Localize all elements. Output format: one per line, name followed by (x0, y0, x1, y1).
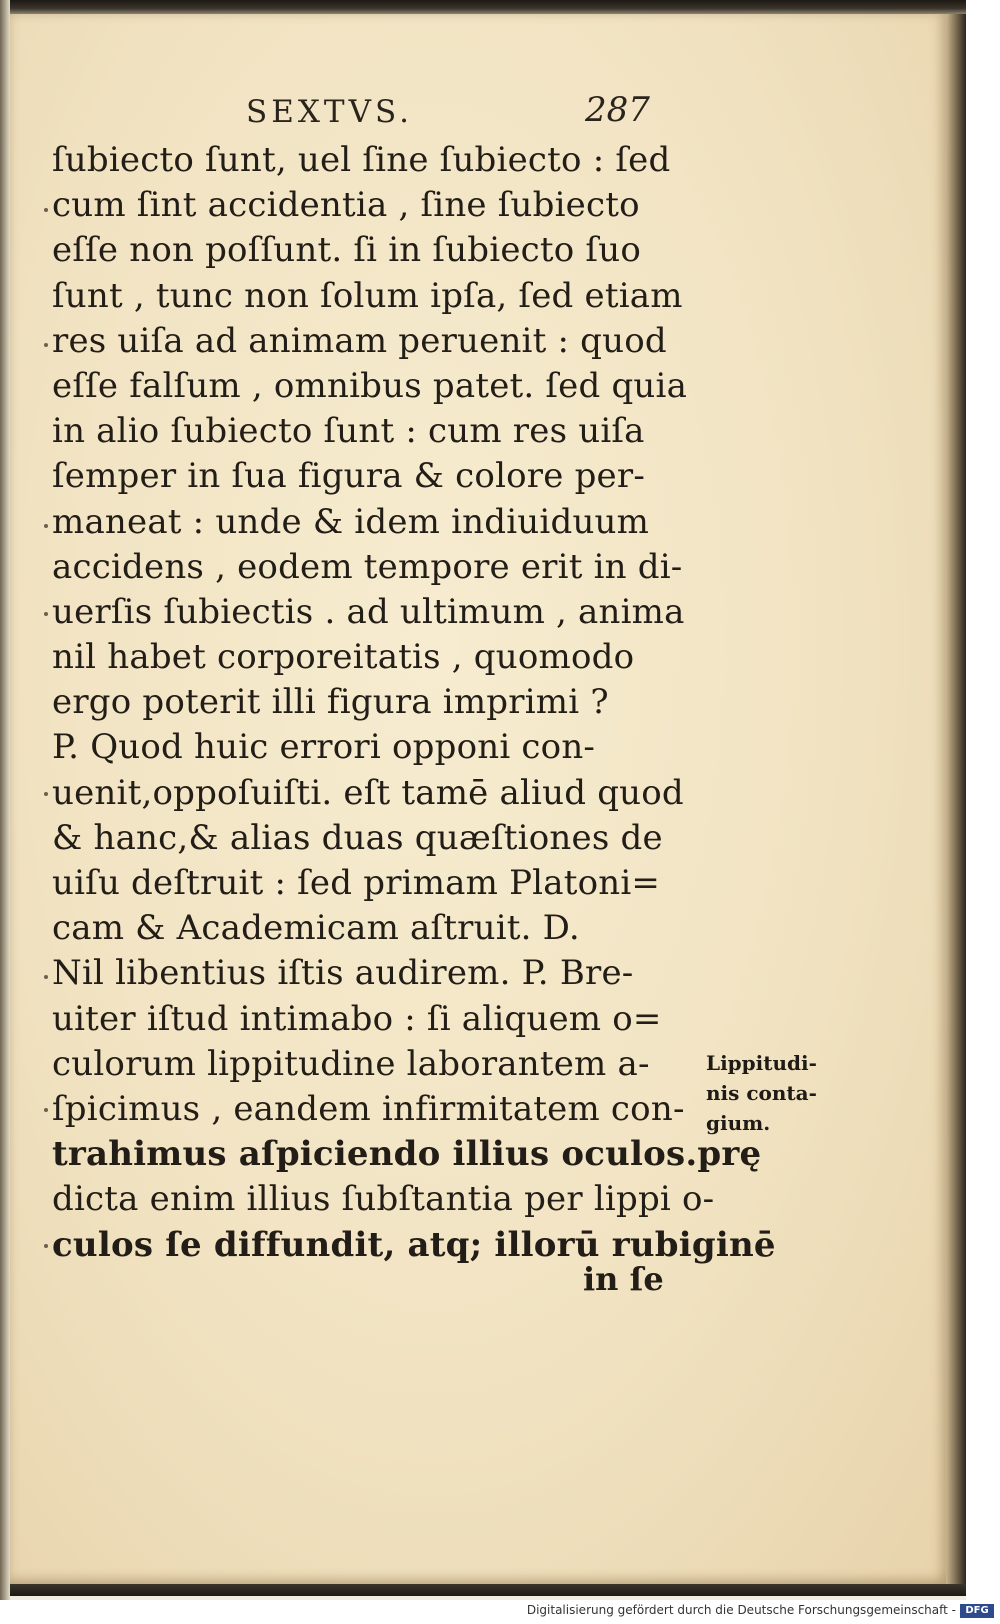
marginal-note-line: Lippitudi- (706, 1051, 817, 1075)
book-bottom-shadow (10, 1584, 966, 1596)
text-line: ergo poterit illi figura imprimi ? (52, 682, 609, 723)
line-mark (44, 1244, 48, 1248)
line-mark (44, 792, 48, 796)
text-line: ſemper in ſua figura & colore per- (52, 456, 646, 497)
line-mark (44, 208, 48, 212)
scan-margin (966, 0, 1000, 1600)
text-line: culorum lippitudine laborantem a- (52, 1043, 650, 1084)
text-line: dicta enim illius ſubſtantia per lippi o- (52, 1179, 715, 1220)
digitization-footer (0, 1600, 1000, 1624)
dfg-logo: DFG (960, 1604, 994, 1618)
page-fore-edge (946, 14, 966, 1584)
line-mark (44, 1108, 48, 1112)
text-line: maneat : unde & idem indiuiduum (52, 501, 650, 542)
running-head (0, 90, 1000, 138)
funding-credit: Digitalisierung gefördert durch die Deutsche Forschungsgemeinschaft - (526, 1603, 956, 1617)
text-line: culos ſe diffundit, atq; illorū rubiginē (52, 1224, 776, 1265)
running-head-title: SEXTVS. (246, 94, 413, 130)
line-mark (44, 343, 48, 347)
text-line: trahimus aſpiciendo illius oculos.prę (52, 1134, 762, 1175)
text-line: ſpicimus , eandem infirmitatem con- (52, 1088, 685, 1129)
text-line: nil habet corporeitatis , quomodo (52, 637, 635, 678)
text-line: ſubiecto ſunt, uel ſine ſubiecto : ſed (52, 140, 671, 180)
text-line: uiſu deſtruit : ſed primam Platoni= (52, 863, 661, 903)
page-number: 287 (585, 90, 650, 130)
text-line: in alio ſubiecto ſunt : cum res uiſa (52, 411, 645, 452)
text-line: accidens , eodem tempore erit in di- (52, 546, 683, 587)
text-line: uenit,oppoſuiſti. eſt tamē aliud quod (52, 772, 684, 813)
text-line: uerſis ſubiectis . ad ultimum , anima (52, 591, 685, 632)
text-line: P. Quod huic errori opponi con- (52, 727, 596, 768)
binding-edge (0, 0, 10, 1624)
text-line: uiter iſtud intimabo : ſi aliquem o= (52, 998, 662, 1039)
text-line: eſſe falſum , omnibus patet. ſed quia (52, 365, 688, 406)
marginal-note-line: nis conta- (706, 1081, 817, 1105)
text-line: ſunt , tunc non ſolum ipſa, ſed etiam (52, 275, 683, 316)
line-mark (44, 524, 48, 528)
text-line: cam & Academicam aſtruit. D. (52, 908, 580, 949)
line-mark (44, 612, 48, 616)
text-line: cum ſint accidentia , ſine ſubiecto (52, 185, 640, 226)
text-line: eſſe non poſſunt. ſi in ſubiecto ſuo (52, 230, 641, 271)
marginal-note-line: gium. (706, 1111, 771, 1135)
catchword: in ſe (583, 1260, 664, 1298)
text-line: & hanc,& alias duas quæſtiones de (52, 817, 663, 858)
marginal-note (706, 1048, 856, 1138)
text-line: Nil libentius iſtis audirem. P. Bre- (52, 953, 634, 994)
line-mark (44, 975, 48, 979)
book-top-shadow (0, 0, 1000, 14)
text-line: res uiſa ad animam peruenit : quod (52, 320, 667, 361)
